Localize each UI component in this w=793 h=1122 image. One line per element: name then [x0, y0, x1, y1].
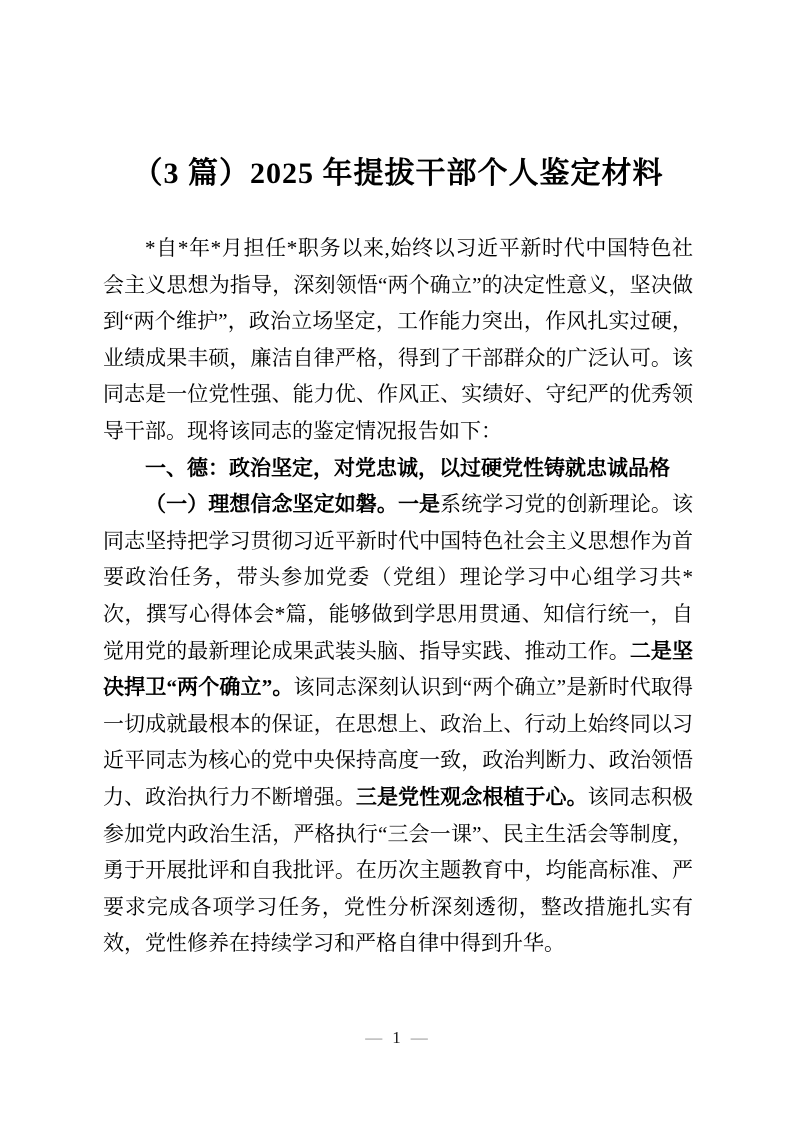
section-heading	[103, 450, 693, 487]
text-segment: （一）理想信念坚定如磐。一是	[145, 492, 441, 517]
paragraph	[103, 486, 693, 962]
footer-dash-left: —	[365, 1028, 383, 1047]
text-segment: 二是坚决捍卫“两个确立”。	[103, 638, 694, 700]
text-segment: 该同志积极参加党内政治生活，严格执行“三会一课”、民主生活会等制度，勇于开展批评和自我批评。在历次主题教育中，均能高标准、严要求完成各项学习任务，党性分析深刻透彻，整改措施扎实有效，党性修养在持续学习和严格自律中得到升华。	[103, 784, 694, 956]
text-segment: 一、德：政治坚定，对党忠诚，以过硬党性铸就忠诚品格	[145, 455, 670, 480]
page-title: （3 篇）2025 年提拔干部个人鉴定材料	[132, 157, 664, 190]
text-segment: *自*年*月担任*职务以来,始终以习近平新时代中国特色社会主义思想为指导，深刻领悟“两个确立”的决定性意义，坚决做到“两个维护”，政治立场坚定，工作能力突出，作风扎实过硬，业绩成果丰硕，廉洁自律严格，得到了干部群众的广泛认可。该同志是一位党性强、能力优、作风正、实绩好、守纪严的优秀领导干部。现将该同志的鉴定情况报告如下：	[103, 236, 693, 443]
footer-dash-right: —	[410, 1028, 428, 1047]
page-footer	[0, 1028, 793, 1048]
paragraph	[103, 230, 693, 450]
text-segment: 三是党性观念根植于心。	[355, 784, 588, 809]
page-number: 1	[392, 1028, 401, 1047]
text-segment: 系统学习党的创新理论。该同志坚持把学习贯彻习近平新时代中国特色社会主义思想作为首要政治任务，带头参加党委（党组）理论学习中心组学习共*次，撰写心得体会*篇，能够做到学思用贯通、知信行统一，自觉用党的最新理论成果武装头脑、指导实践、推动工作。	[103, 492, 694, 663]
document-body	[103, 230, 693, 962]
text-segment: 该同志深刻认识到“两个确立”是新时代取得一切成就最根本的保证，在思想上、政治上、行动上始终同以习近平同志为核心的党中央保持高度一致，政治判断力、政治领悟力、政治执行力不断增强。	[103, 675, 694, 809]
